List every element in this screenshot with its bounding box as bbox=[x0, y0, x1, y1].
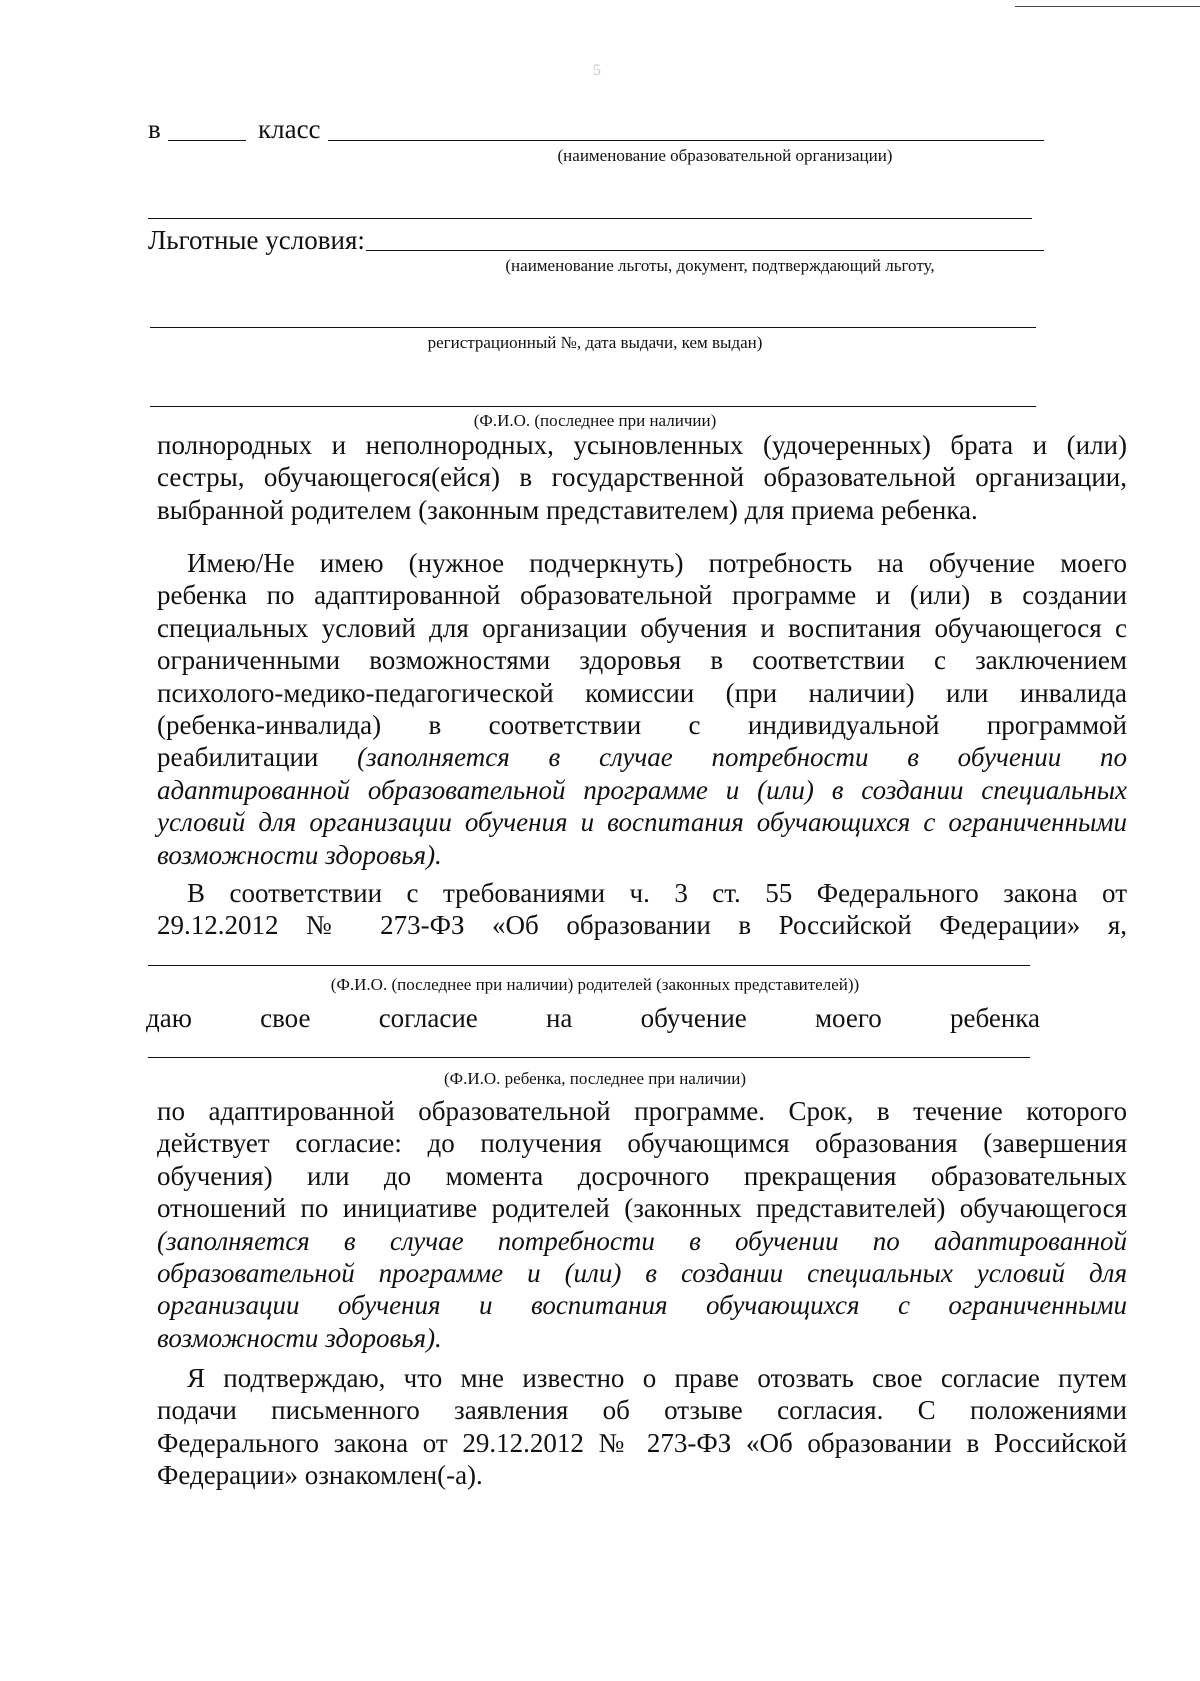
text-line: (ребенка-инвалида) в соответствии с индивидуальной программой bbox=[157, 709, 1127, 740]
consent-word: согласие bbox=[378, 1003, 478, 1033]
text-line: Имею/Не имею (нужное подчеркнуть) потребность на обучение моего bbox=[187, 548, 1127, 578]
organization-blank-2[interactable] bbox=[148, 218, 1032, 219]
organization-blank[interactable] bbox=[328, 140, 1044, 141]
text-line-italic: образовательной программе и (или) в создании специальных условий для bbox=[157, 1257, 1127, 1288]
consent-word: обучение bbox=[640, 1003, 747, 1033]
text-line-italic: (заполняется в случае потребности в обучении по адаптированной bbox=[157, 1225, 1127, 1256]
child-name-caption: (Ф.И.О. ребенка, последнее при наличии) bbox=[444, 1069, 746, 1088]
paragraph-adapted-program-need bbox=[157, 547, 1127, 871]
text-line: психолого-медико-педагогической комиссии (при наличии) или инвалида bbox=[157, 677, 1127, 708]
text-line: полнородных и неполнородных, усыновленных (удочеренных) брата и (или) bbox=[157, 430, 1127, 460]
text-line-italic: возможности здоровья). bbox=[157, 1322, 442, 1353]
class-prefix: в bbox=[148, 114, 161, 144]
text-line: В соответствии с требованиями ч. 3 ст. 55 Федерального закона от bbox=[187, 878, 1127, 908]
benefits-label: Льготные условия: bbox=[148, 225, 365, 255]
consent-word: даю bbox=[146, 1003, 192, 1033]
text-italic: (заполняется в случае потребности в обучении по bbox=[357, 742, 1127, 773]
parent-name-blank[interactable] bbox=[148, 965, 1030, 966]
text-line: отношений по инициативе родителей (законных представителей) обучающегося bbox=[157, 1193, 1127, 1224]
text-line-italic: адаптированной образовательной программе и (или) в создании специальных bbox=[157, 774, 1127, 805]
consent-word: моего bbox=[814, 1003, 882, 1033]
page-number: 5 bbox=[593, 62, 601, 79]
text-line: подачи письменного заявления об отзыве согласия. С положениями bbox=[157, 1395, 1127, 1426]
benefits-caption: (наименование льготы, документ, подтверждающий льготу, bbox=[505, 256, 935, 275]
consent-word: на bbox=[545, 1003, 573, 1033]
text-line: выбранной родителем (законным представителем) для приема ребенка. bbox=[157, 494, 978, 525]
text-plain: реабилитации bbox=[157, 742, 319, 773]
consent-word: свое bbox=[260, 1003, 311, 1033]
paragraph-law-reference bbox=[157, 877, 1127, 942]
text-line-italic: условий для организации обучения и воспитания обучающихся с ограниченными bbox=[157, 807, 1127, 838]
paragraph-consent-term bbox=[157, 1095, 1127, 1354]
text-line: действует согласие: до получения обучающимся образования (завершения bbox=[157, 1128, 1127, 1159]
class-word: класс bbox=[258, 114, 321, 144]
text-line: 29.12.2012 № 273-ФЗ «Об образовании в Российской Федерации» я, bbox=[157, 910, 1127, 941]
text-line-italic: организации обучения и воспитания обучающихся с ограниченными bbox=[157, 1290, 1127, 1321]
text-line-italic: возможности здоровья). bbox=[157, 839, 442, 870]
text-line: по адаптированной образовательной программе. Срок, в течение которого bbox=[157, 1096, 1127, 1126]
text-line: специальных условий для организации обучения и воспитания обучающегося с bbox=[157, 612, 1127, 643]
paragraph-siblings bbox=[157, 429, 1127, 526]
text-line: ребенка по адаптированной образовательной программе и (или) в создании bbox=[157, 580, 1127, 611]
text-line: Федерального закона от 29.12.2012 № 273-ФЗ «Об образовании в Российской bbox=[157, 1427, 1127, 1458]
sibling-name-caption: (Ф.И.О. (последнее при наличии) bbox=[473, 411, 717, 430]
benefits-blank-2[interactable] bbox=[150, 327, 1036, 328]
text-line: сестры, обучающегося(ейся) в государственной образовательной организации, bbox=[157, 462, 1127, 493]
benefits-doc-caption: регистрационный №, дата выдачи, кем выдан) bbox=[427, 333, 763, 352]
organization-caption: (наименование образовательной организации) bbox=[557, 146, 893, 165]
benefits-blank[interactable] bbox=[366, 250, 1044, 251]
class-number-blank[interactable] bbox=[168, 140, 246, 141]
child-name-blank[interactable] bbox=[148, 1057, 1030, 1058]
text-line: Я подтверждаю, что мне известно о праве отозвать свое согласие путем bbox=[187, 1363, 1127, 1393]
paragraph-withdrawal-right bbox=[157, 1362, 1127, 1492]
text-line: ограниченными возможностями здоровья в соответствии с заключением bbox=[157, 645, 1127, 676]
text-line-mixed bbox=[157, 741, 1127, 773]
top-edge-mark bbox=[1015, 6, 1200, 7]
sibling-name-blank[interactable] bbox=[150, 406, 1036, 407]
text-line: Федерации» ознакомлен(-а). bbox=[157, 1460, 483, 1491]
parent-name-caption: (Ф.И.О. (последнее при наличии) родителей (законных представителей)) bbox=[330, 975, 860, 994]
text-line: обучения) или до момента досрочного прекращения образовательных bbox=[157, 1160, 1127, 1191]
consent-word: ребенка bbox=[949, 1003, 1040, 1033]
consent-line bbox=[146, 1002, 1040, 1034]
